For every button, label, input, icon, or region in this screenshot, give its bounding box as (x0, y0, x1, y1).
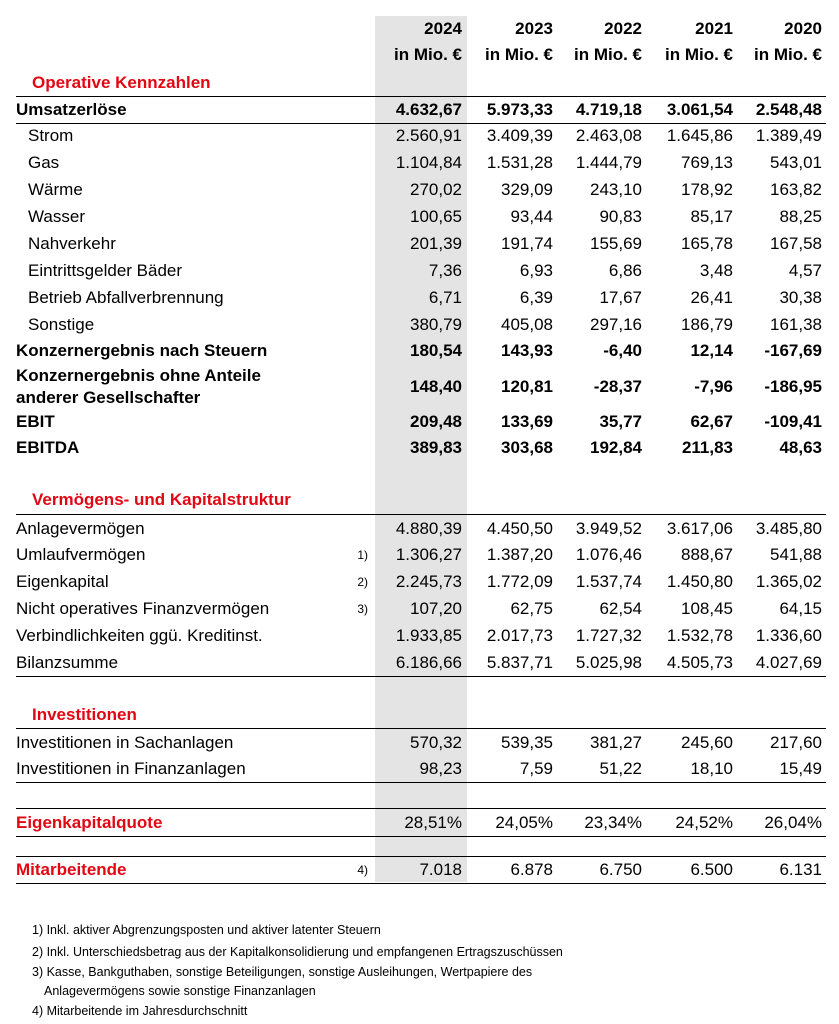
value-2020: 30,38 (779, 287, 822, 307)
value-2024: 4.880,39 (395, 518, 462, 538)
value-2023: 3.409,39 (486, 125, 553, 145)
value-2022: 6,86 (608, 260, 642, 280)
row-label: Konzernergebnis nach Steuern (16, 341, 268, 360)
row-label: Gas (28, 152, 60, 172)
value-2023: 1.772,09 (486, 571, 553, 591)
row-label: Strom (28, 125, 74, 145)
value-2021: 12,14 (690, 341, 733, 360)
value-2022: -6,40 (603, 341, 642, 360)
footnote-ref (346, 515, 368, 542)
value-2023: 4.450,50 (486, 518, 553, 538)
footnote-ref (346, 203, 368, 230)
table-row (16, 96, 826, 124)
value-2024: 98,23 (419, 758, 462, 778)
row-label: Verbindlichkeiten ggü. Kreditinst. (16, 625, 263, 645)
footnote-ref (346, 809, 368, 836)
header-2021 (642, 16, 733, 76)
value-2021: 769,13 (681, 152, 733, 172)
footnote: 3) Kasse, Bankguthaben, sonstige Beteiligungen, sonstige Ausleihungen, Wertpapiere des (32, 965, 533, 979)
table-row (16, 856, 826, 884)
footnote-ref (346, 435, 368, 461)
value-2022: 243,10 (590, 179, 642, 199)
table-row (16, 311, 826, 338)
footnote-ref (346, 755, 368, 782)
value-2020: 48,63 (779, 438, 822, 457)
value-2020: -109,41 (764, 412, 822, 431)
header-2022 (553, 16, 642, 76)
value-2023: 329,09 (501, 179, 553, 199)
table-row (16, 338, 826, 364)
footnote-ref (346, 176, 368, 203)
value-2022: -28,37 (593, 376, 642, 396)
table-row (16, 622, 826, 649)
value-2023: 120,81 (501, 376, 553, 396)
year-label: 2022 (604, 19, 642, 38)
value-2024: 389,83 (410, 438, 462, 457)
header-2023 (467, 16, 553, 76)
value-2021: 1.645,86 (666, 125, 733, 145)
footnote-ref: 1) (357, 547, 368, 562)
row-label: Umlaufvermögen (16, 544, 146, 564)
value-2022: 1.727,32 (575, 625, 642, 645)
footnote-ref (346, 338, 368, 364)
table-row (16, 149, 826, 176)
value-2020: -186,95 (764, 376, 822, 396)
value-2021: 888,67 (681, 544, 733, 564)
row-label: Nahverkehr (28, 233, 116, 253)
year-label: 2024 (424, 19, 462, 38)
unit-label: in Mio. € (754, 45, 822, 64)
value-2021: 165,78 (681, 233, 733, 253)
footnote-ref (346, 149, 368, 176)
unit-label: in Mio. € (485, 45, 553, 64)
value-2020: 6.131 (779, 860, 822, 879)
value-2021: 108,45 (681, 598, 733, 618)
value-2023: 6,93 (519, 260, 553, 280)
value-2020: 163,82 (770, 179, 822, 199)
value-2020: 1.389,49 (755, 125, 822, 145)
value-2020: 26,04% (764, 812, 822, 832)
value-2020: 4.027,69 (755, 652, 822, 672)
value-2024: 201,39 (410, 233, 462, 253)
row-label: Bilanzsumme (16, 652, 119, 672)
value-2021: 85,17 (690, 206, 733, 226)
footnote-ref (346, 364, 368, 409)
value-2021: 186,79 (681, 314, 733, 334)
value-2023: 191,74 (501, 233, 553, 253)
value-2022: 3.949,52 (575, 518, 642, 538)
value-2020: -167,69 (764, 341, 822, 360)
value-2024: 1.933,85 (395, 625, 462, 645)
row-label: Mitarbeitende (16, 860, 127, 879)
table-row (16, 514, 826, 542)
value-2024: 148,40 (410, 376, 462, 396)
value-2024: 1.104,84 (395, 152, 462, 172)
value-2024: 100,65 (410, 206, 462, 226)
footnote: Anlagevermögens sowie sonstige Finanzanlagen (44, 984, 316, 998)
footnote-ref (346, 122, 368, 149)
table-row (16, 595, 826, 622)
table-row (16, 409, 826, 435)
value-2020: 1.365,02 (755, 571, 822, 591)
footnote-ref (346, 311, 368, 338)
value-2024: 7,36 (428, 260, 462, 280)
row-label: Sonstige (28, 314, 95, 334)
table-row (16, 176, 826, 203)
footnote: 2) Inkl. Unterschiedsbetrag aus der Kapitalkonsolidierung und empfangenen Ertragszuschüssen (32, 945, 563, 959)
unit-label: in Mio. € (394, 45, 462, 64)
value-2024: 380,79 (410, 314, 462, 334)
value-2022: 23,34% (584, 812, 642, 832)
value-2022: 5.025,98 (575, 652, 642, 672)
value-2023: 1.531,28 (486, 152, 553, 172)
value-2022: 381,27 (590, 732, 642, 752)
table-row (16, 203, 826, 230)
value-2023: 405,08 (501, 314, 553, 334)
footnote-ref: 2) (357, 574, 368, 589)
value-2021: 24,52% (675, 812, 733, 832)
table-row (16, 257, 826, 284)
unit-label: in Mio. € (574, 45, 642, 64)
value-2020: 3.485,80 (755, 518, 822, 538)
value-2021: 178,92 (681, 179, 733, 199)
value-2024: 1.306,27 (395, 544, 462, 564)
value-2022: 35,77 (599, 412, 642, 431)
value-2024: 107,20 (410, 598, 462, 618)
value-2020: 2.548,48 (755, 100, 822, 119)
footnote-ref (346, 409, 368, 435)
value-2023: 303,68 (501, 438, 553, 457)
table-row (16, 755, 826, 783)
table-row (16, 364, 826, 409)
value-2023: 5.837,71 (486, 652, 553, 672)
unit-label: in Mio. € (665, 45, 733, 64)
value-2023: 6,39 (519, 287, 553, 307)
table-row (16, 435, 826, 461)
table-row (16, 541, 826, 568)
row-label: Eigenkapitalquote (16, 812, 163, 832)
value-2020: 161,38 (770, 314, 822, 334)
value-2020: 217,60 (770, 732, 822, 752)
section-title-investitionen: Investitionen (32, 705, 137, 724)
value-2022: 1.076,46 (575, 544, 642, 564)
header-2024 (375, 16, 462, 76)
year-label: 2021 (695, 19, 733, 38)
value-2020: 88,25 (779, 206, 822, 226)
value-2024: 570,32 (410, 732, 462, 752)
value-2023: 133,69 (501, 412, 553, 431)
year-label: 2023 (515, 19, 553, 38)
value-2022: 51,22 (599, 758, 642, 778)
value-2021: 211,83 (681, 438, 733, 457)
value-2022: 62,54 (599, 598, 642, 618)
table-row (16, 808, 826, 837)
value-2023: 62,75 (510, 598, 553, 618)
value-2023: 24,05% (495, 812, 553, 832)
value-2021: 62,67 (690, 412, 733, 431)
value-2023: 5.973,33 (486, 100, 553, 119)
header-2020 (733, 16, 822, 76)
value-2021: 3.617,06 (666, 518, 733, 538)
footnote-ref (346, 729, 368, 756)
row-label: Anlagevermögen (16, 518, 145, 538)
table-row (16, 230, 826, 257)
row-label: Wasser (28, 206, 85, 226)
value-2020: 541,88 (770, 544, 822, 564)
value-2021: 4.505,73 (666, 652, 733, 672)
value-2024: 2.560,91 (395, 125, 462, 145)
row-label: Nicht operatives Finanzvermögen (16, 598, 270, 618)
value-2021: 26,41 (690, 287, 733, 307)
value-2021: 1.450,80 (666, 571, 733, 591)
value-2020: 15,49 (779, 758, 822, 778)
value-2023: 2.017,73 (486, 625, 553, 645)
footnote-ref (346, 257, 368, 284)
year-label: 2020 (784, 19, 822, 38)
value-2024: 6,71 (428, 287, 462, 307)
footnote-ref (346, 622, 368, 649)
footnote-ref: 4) (357, 863, 368, 877)
footnote-ref: 3) (357, 601, 368, 616)
row-label: EBITDA (16, 438, 80, 457)
value-2022: 90,83 (599, 206, 642, 226)
value-2022: 6.750 (599, 860, 642, 879)
value-2024: 4.632,67 (395, 100, 462, 119)
value-2024: 270,02 (410, 179, 462, 199)
footnote-ref (346, 284, 368, 311)
value-2021: 3.061,54 (666, 100, 733, 119)
value-2021: -7,96 (694, 376, 733, 396)
value-2022: 1.444,79 (575, 152, 642, 172)
value-2024: 180,54 (410, 341, 462, 360)
table-row (16, 649, 826, 677)
value-2022: 155,69 (590, 233, 642, 253)
value-2020: 167,58 (770, 233, 822, 253)
value-2023: 6.878 (510, 860, 553, 879)
value-2023: 1.387,20 (486, 544, 553, 564)
row-label: Eigenkapital (16, 571, 109, 591)
value-2024: 7.018 (419, 860, 462, 879)
value-2024: 6.186,66 (395, 652, 462, 672)
value-2021: 1.532,78 (666, 625, 733, 645)
table-row (16, 284, 826, 311)
value-2021: 18,10 (690, 758, 733, 778)
value-2022: 192,84 (590, 438, 642, 457)
value-2020: 543,01 (770, 152, 822, 172)
value-2024: 2.245,73 (395, 571, 462, 591)
value-2022: 1.537,74 (575, 571, 642, 591)
row-label: Umsatzerlöse (16, 100, 127, 119)
row-label: Wärme (28, 179, 83, 199)
table-row (16, 122, 826, 149)
footnote-ref (346, 97, 368, 123)
row-label: Konzernergebnis ohne Anteile anderer Gesellschafter (16, 365, 261, 407)
row-label: Investitionen in Finanzanlagen (16, 758, 246, 778)
footnote-ref (346, 230, 368, 257)
row-label: Eintrittsgelder Bäder (28, 260, 183, 280)
value-2023: 539,35 (501, 732, 553, 752)
value-2022: 17,67 (599, 287, 642, 307)
value-2024: 209,48 (410, 412, 462, 431)
value-2021: 3,48 (699, 260, 733, 280)
value-2022: 4.719,18 (575, 100, 642, 119)
row-label: Betrieb Abfallverbrennung (28, 287, 224, 307)
value-2020: 4,57 (788, 260, 822, 280)
value-2022: 2.463,08 (575, 125, 642, 145)
value-2023: 93,44 (510, 206, 553, 226)
table-row (16, 728, 826, 756)
section-title-vermoegen: Vermögens- und Kapitalstruktur (32, 490, 291, 509)
footnote-ref (346, 649, 368, 676)
row-label: EBIT (16, 412, 55, 431)
value-2023: 143,93 (501, 341, 553, 360)
footnote: 4) Mitarbeitende im Jahresdurchschnitt (32, 1004, 248, 1018)
row-label: Investitionen in Sachanlagen (16, 732, 234, 752)
value-2022: 297,16 (590, 314, 642, 334)
value-2021: 6.500 (690, 860, 733, 879)
value-2024: 28,51% (404, 812, 462, 832)
table-row (16, 568, 826, 595)
value-2020: 1.336,60 (755, 625, 822, 645)
value-2023: 7,59 (519, 758, 553, 778)
value-2020: 64,15 (779, 598, 822, 618)
footnote: 1) Inkl. aktiver Abgrenzungsposten und aktiver latenter Steuern (32, 923, 381, 937)
section-title-operative: Operative Kennzahlen (32, 73, 211, 92)
value-2021: 245,60 (681, 732, 733, 752)
